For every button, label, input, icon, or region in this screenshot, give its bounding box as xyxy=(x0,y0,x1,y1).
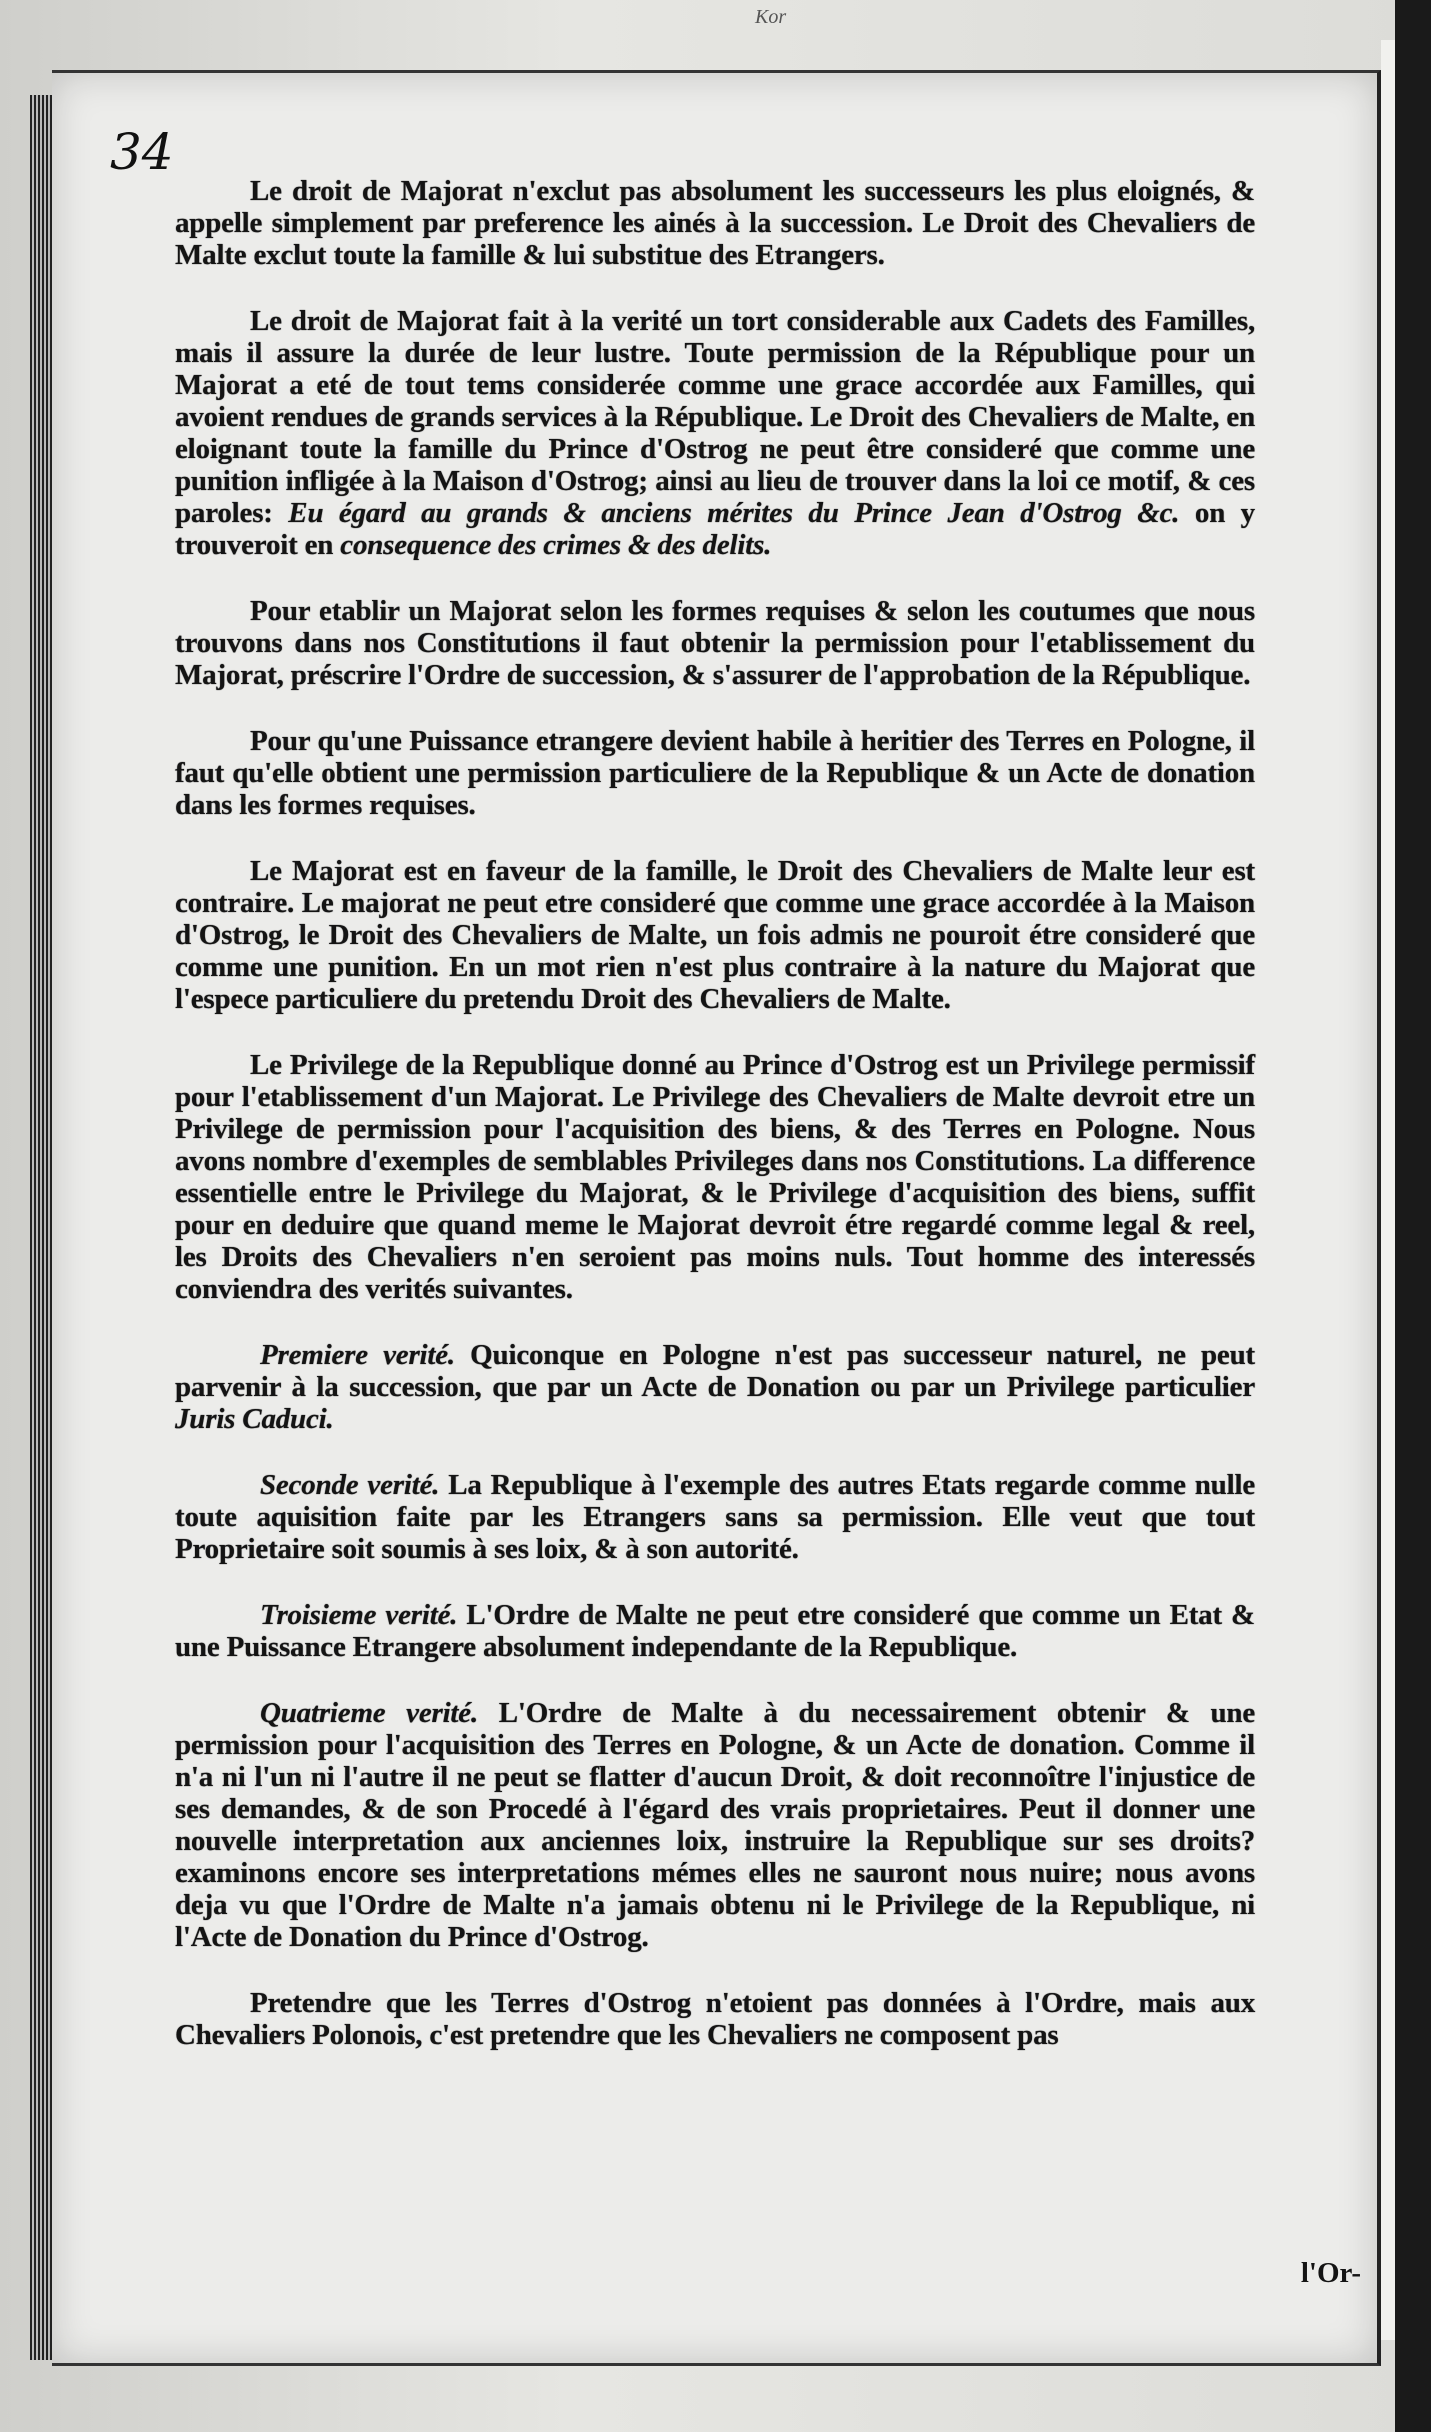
paragraph-text: La Republique à l'exemple des autres Etats regarde comme nulle toute aquisition faite par les Etrangers sans sa permission. Elle veut que tout Proprietaire soit soumis à ses loix, & à son autorité. xyxy=(175,1469,1255,1565)
margin-note: Kor xyxy=(755,6,787,28)
page-body xyxy=(175,175,1255,2085)
paper-edge xyxy=(1381,40,1395,2340)
paragraph-text: on y trouveroit en xyxy=(175,497,1255,561)
verite-paragraph xyxy=(175,1697,1255,1953)
verite-lead: Troisieme verité. xyxy=(260,1599,458,1631)
paragraph xyxy=(175,855,1255,1015)
paragraph-text: Le Majorat est en faveur de la famille, le Droit des Chevaliers de Malte leur est contraire. Le majorat ne peut etre consideré que comme une grace accordée à la Maison d'Ostrog, le Droit des Chevaliers de Malte, un fois admis ne pouroit étre consideré que comme une punition. En un mot rien n'est plus contraire à la nature du Majorat que l'espece particuliere du pretendu Droit des Chevaliers de Malte. xyxy=(175,855,1255,1015)
paragraph xyxy=(175,1049,1255,1305)
verite-lead: Quatrieme verité. xyxy=(260,1697,479,1729)
catchword: l'Or- xyxy=(1300,2257,1361,2289)
page-number: 34 xyxy=(110,123,174,181)
paragraph-italic: Juris Caduci. xyxy=(175,1403,334,1435)
paragraph-text: Pretendre que les Terres d'Ostrog n'etoient pas données à l'Ordre, mais aux Chevaliers Polonois, c'est pretendre que les Chevaliers ne composent pas xyxy=(175,1987,1255,2051)
book-edge xyxy=(1395,0,1431,2432)
verite-lead: Premiere verité. xyxy=(260,1339,455,1371)
paragraph-text: Pour etablir un Majorat selon les formes requises & selon les coutumes que nous trouvons dans nos Constitutions il faut obtenir la permission pour l'etablissement du Majorat, préscrire l'Ordre de succession, & s'assurer de l'approbation de la République. xyxy=(175,595,1255,691)
verite-paragraph xyxy=(175,1469,1255,1565)
paragraph xyxy=(175,175,1255,271)
paragraph xyxy=(175,595,1255,691)
paragraph xyxy=(175,305,1255,561)
paragraph-italic: Eu égard au grands & anciens mérites du Prince Jean d'Ostrog &c. xyxy=(288,497,1180,529)
paragraph-text: L'Ordre de Malte ne peut etre consideré que comme un Etat & une Puissance Etrangere absolument independante de la Republique. xyxy=(175,1599,1255,1663)
paragraph-text: L'Ordre de Malte à du necessairement obtenir & une permission pour l'acquisition des Terres en Pologne, & un Acte de donation. Comme il n'a ni l'un ni l'autre il ne peut se flatter d'aucun Droit, & doit reconnoître l'injustice de ses demandes, & de son Procedé à l'égard des vrais proprietaires. Peut il donner une nouvelle interpretation aux anciennes loix, instruire la Republique sur ses droits? examinons encore ses interpretations mémes elles ne sauront nous nuire; nous avons deja vu que l'Ordre de Malte n'a jamais obtenu ni le Privilege de la Republique, ni l'Acte de Donation du Prince d'Ostrog. xyxy=(175,1697,1255,1953)
verite-paragraph xyxy=(175,1599,1255,1663)
paragraph-text: Pour qu'une Puissance etrangere devient habile à heritier des Terres en Pologne, il faut qu'elle obtient une permission particuliere de la Republique & un Acte de donation dans les formes requises. xyxy=(175,725,1255,821)
paragraph-text: Le Privilege de la Republique donné au Prince d'Ostrog est un Privilege permissif pour l'etablissement d'un Majorat. Le Privilege des Chevaliers de Malte devroit etre un Privilege de permission pour l'acquisition des biens, & des Terres en Pologne. Nous avons nombre d'exemples de semblables Privileges dans nos Constitutions. La difference essentielle entre le Privilege du Majorat, & le Privilege d'acquisition des biens, suffit pour en deduire que quand meme le Majorat devroit étre regardé comme legal & reel, les Droits des Chevaliers n'en seroient pas moins nuls. Tout homme des interessés conviendra des verités suivantes. xyxy=(175,1049,1255,1305)
paragraph-text: Le droit de Majorat fait à la verité un tort considerable aux Cadets des Familles, mais il assure la durée de leur lustre. Toute permission de la République pour un Majorat a eté de tout tems considerée comme une grace accordée aux Familles, qui avoient rendues de grands services à la République. Le Droit des Chevaliers de Malte, en eloignant toute la famille du Prince d'Ostrog ne peut être consideré que comme une punition infligée à la Maison d'Ostrog; ainsi au lieu de trouver dans la loi ce motif, & ces paroles: xyxy=(175,305,1255,529)
paragraph-text: Le droit de Majorat n'exclut pas absolument les successeurs les plus eloignés, & appelle simplement par preference les ainés à la succession. Le Droit des Chevaliers de Malte exclut toute la famille & lui substitue des Etrangers. xyxy=(175,175,1255,271)
paragraph-text: Quiconque en Pologne n'est pas successeur naturel, ne peut parvenir à la succession, que par un Acte de Donation ou par un Privilege particulier xyxy=(175,1339,1255,1403)
paragraph-italic: consequence des crimes & des delits. xyxy=(340,529,772,561)
paragraph xyxy=(175,725,1255,821)
verite-paragraph xyxy=(175,1339,1255,1435)
verite-lead: Seconde verité. xyxy=(260,1469,440,1501)
paragraph xyxy=(175,1987,1255,2051)
page-stack-edge xyxy=(30,95,52,2360)
